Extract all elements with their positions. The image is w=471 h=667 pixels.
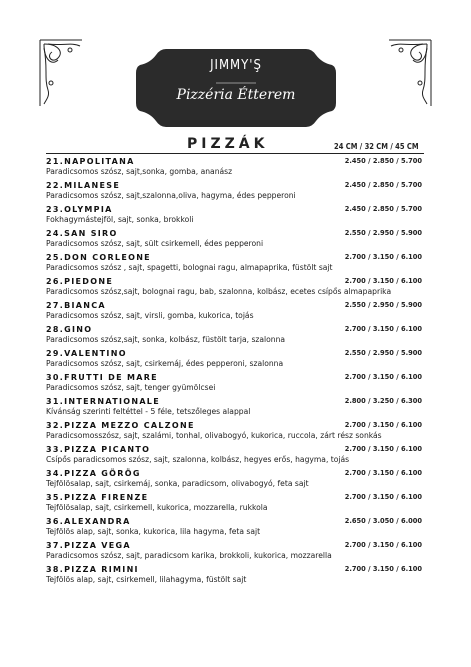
menu-item bbox=[46, 564, 424, 585]
menu-item bbox=[46, 156, 424, 177]
item-description: Paradicsomos szósz, sajt, paradicsom karika, brokkoli, kukorica, mozzarella bbox=[46, 551, 332, 560]
item-description: Paradicsomos szósz,sajt, bolognai ragu, bab, szalonna, kolbász, ecetes csípős almapaprika bbox=[46, 287, 392, 296]
item-price: 2.700 / 3.150 / 6.100 bbox=[344, 564, 422, 573]
item-description: Paradicsomosszósz, sajt, szalámi, tonhal, olivabogyó, kukorica, ruccola, zárt rész sonkás bbox=[46, 431, 382, 440]
item-price: 2.700 / 3.150 / 6.100 bbox=[344, 468, 422, 477]
item-name: 34.PIZZA GÖRÖG bbox=[46, 469, 141, 478]
item-price: 2.450 / 2.850 / 5.700 bbox=[344, 204, 422, 213]
menu-item bbox=[46, 372, 424, 393]
item-price: 2.550 / 2.950 / 5.900 bbox=[344, 348, 422, 357]
item-name: 38.PIZZA RIMINI bbox=[46, 565, 139, 574]
menu-item bbox=[46, 276, 424, 297]
item-price: 2.700 / 3.150 / 6.100 bbox=[344, 372, 422, 381]
menu-item bbox=[46, 324, 424, 345]
brand-name: JIMMY'Ş bbox=[210, 58, 262, 73]
menu-item bbox=[46, 420, 424, 441]
item-description: Kívánság szerinti feltéttel - 5 féle, tetszőleges alappal bbox=[46, 407, 251, 416]
menu-item bbox=[46, 468, 424, 489]
item-price: 2.550 / 2.950 / 5.900 bbox=[344, 300, 422, 309]
item-description: Paradicsomos szósz, sajt,sonka, gomba, ananász bbox=[46, 167, 233, 176]
corner-ornament-left bbox=[38, 38, 84, 108]
item-name: 32.PIZZA MEZZO CALZONE bbox=[46, 421, 195, 430]
item-description: Tejfölösalap, sajt, csirkemáj, sonka, paradicsom, olivabogyó, feta sajt bbox=[46, 479, 309, 488]
item-name: 26.PIEDONE bbox=[46, 277, 114, 286]
brand-subtitle: Pizzéria Étterem bbox=[176, 87, 296, 103]
item-price: 2.700 / 3.150 / 6.100 bbox=[344, 420, 422, 429]
item-name: 28.GINO bbox=[46, 325, 93, 334]
item-description: Fokhagymástejföl, sajt, sonka, brokkoli bbox=[46, 215, 194, 224]
menu-item bbox=[46, 204, 424, 225]
item-price: 2.700 / 3.150 / 6.100 bbox=[344, 540, 422, 549]
item-name: 33.PIZZA PICANTO bbox=[46, 445, 151, 454]
item-price: 2.450 / 2.850 / 5.700 bbox=[344, 180, 422, 189]
menu-item bbox=[46, 228, 424, 249]
size-header: 24 CM / 32 CM / 45 CM bbox=[334, 142, 419, 151]
item-description: Tejfölös alap, sajt, sonka, kukorica, lila hagyma, feta sajt bbox=[46, 527, 261, 536]
item-name: 22.MILANESE bbox=[46, 181, 121, 190]
item-price: 2.450 / 2.850 / 5.700 bbox=[344, 156, 422, 165]
item-price: 2.700 / 3.150 / 6.100 bbox=[344, 492, 422, 501]
corner-ornament-right bbox=[387, 38, 433, 108]
item-price: 2.700 / 3.150 / 6.100 bbox=[344, 276, 422, 285]
menu-list bbox=[46, 156, 424, 588]
item-price: 2.700 / 3.150 / 6.100 bbox=[344, 252, 422, 261]
menu-item bbox=[46, 348, 424, 369]
menu-item bbox=[46, 540, 424, 561]
divider bbox=[46, 153, 424, 154]
item-name: 36.ALEXANDRA bbox=[46, 517, 131, 526]
item-name: 31.INTERNATIONALE bbox=[46, 397, 160, 406]
menu-item bbox=[46, 444, 424, 465]
section-title: PIZZÁK bbox=[187, 136, 269, 152]
item-name: 24.SAN SIRO bbox=[46, 229, 118, 238]
menu-item bbox=[46, 252, 424, 273]
item-name: 29.VALENTINO bbox=[46, 349, 127, 358]
item-name: 37.PIZZA VEGA bbox=[46, 541, 131, 550]
item-price: 2.550 / 2.950 / 5.900 bbox=[344, 228, 422, 237]
item-name: 21.NAPOLITANA bbox=[46, 157, 135, 166]
item-description: Paradicsomos szósz,sajt, sonka, kolbász, füstölt tarja, szalonna bbox=[46, 335, 286, 344]
item-description: Tejfölösalap, sajt, csirkemell, kukorica, mozzarella, rukkola bbox=[46, 503, 268, 512]
menu-item bbox=[46, 300, 424, 321]
item-price: 2.700 / 3.150 / 6.100 bbox=[344, 324, 422, 333]
item-description: Tejfölös alap, sajt, csirkemell, lilahagyma, füstölt sajt bbox=[46, 575, 247, 584]
item-name: 25.DON CORLEONE bbox=[46, 253, 151, 262]
item-description: Paradicsomos szósz, sajt, virsli, gomba, kukorica, tojás bbox=[46, 311, 254, 320]
item-description: Paradicsomos szósz, sajt,szalonna,oliva, hagyma, édes pepperoni bbox=[46, 191, 296, 200]
item-name: 30.FRUTTI DE MARE bbox=[46, 373, 158, 382]
menu-item bbox=[46, 396, 424, 417]
item-description: Paradicsomos szósz, sajt, csirkemáj, édes pepperoni, szalonna bbox=[46, 359, 284, 368]
item-price: 2.700 / 3.150 / 6.100 bbox=[344, 444, 422, 453]
item-name: 35.PIZZA FIRENZE bbox=[46, 493, 149, 502]
item-description: Paradicsomos szósz, sajt, tenger gyümölcsei bbox=[46, 383, 216, 392]
item-description: Paradicsomos szósz, sajt, sült csirkemell, édes pepperoni bbox=[46, 239, 264, 248]
item-name: 23.OLYMPIA bbox=[46, 205, 113, 214]
menu-item bbox=[46, 516, 424, 537]
item-description: Csípős paradicsomos szósz, sajt, szalonna, kolbász, hegyes erős, hagyma, tojás bbox=[46, 455, 350, 464]
menu-item bbox=[46, 492, 424, 513]
item-description: Paradicsomos szósz , sajt, spagetti, bolognai ragu, almapaprika, füstölt sajt bbox=[46, 263, 333, 272]
item-name: 27.BIANCA bbox=[46, 301, 106, 310]
menu-item bbox=[46, 180, 424, 201]
item-price: 2.650 / 3.050 / 6.000 bbox=[344, 516, 422, 525]
item-price: 2.800 / 3.250 / 6.300 bbox=[344, 396, 422, 405]
